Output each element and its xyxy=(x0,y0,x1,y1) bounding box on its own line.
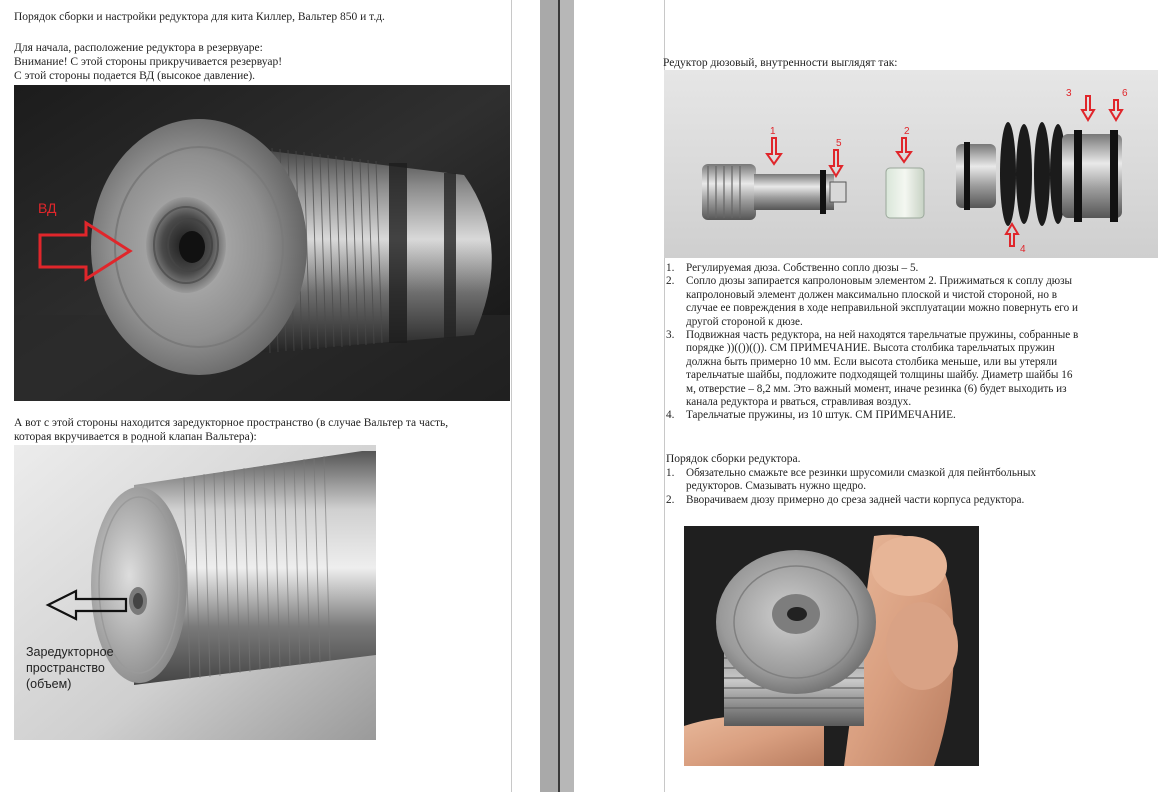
right-page xyxy=(574,0,1169,792)
assembly-list xyxy=(666,467,1166,507)
document-title: Порядок сборки и настройки редуктора для кита Киллер, Вальтер 850 и т.д. xyxy=(14,11,385,23)
part-label: 4 xyxy=(1020,244,1026,255)
photo2-caption-1: Заредукторное xyxy=(26,645,114,659)
reducer-end-photo xyxy=(14,85,510,401)
list-item: 2. Сопло дюзы запирается капролоновым элементом 2. Прижиматься к соплу дюзы капролоновый элемент должен максимально плоской и чистой стороной, но в случае ее повреждения в ходе неправильной эксплуатации можно повернуть его и другой стороной к дюзе. xyxy=(666,275,1078,328)
part-label: 5 xyxy=(836,138,842,149)
intro-line-2: Внимание! С этой стороны прикручивается резервуар! xyxy=(14,56,283,68)
parts-list xyxy=(666,262,1166,423)
photo2-caption-2: пространство xyxy=(26,661,105,675)
assembly-heading: Порядок сборки редуктора. xyxy=(666,453,801,465)
para-2-line-1: А вот с этой стороны находится заредукторное пространство (в случае Вальтер та часть, xyxy=(14,417,449,429)
list-item: 1. Регулируемая дюза. Собственно сопло дюзы – 5. xyxy=(666,262,919,274)
part-label: 3 xyxy=(1066,88,1072,99)
part-label: 1 xyxy=(770,126,776,137)
list-item: 2. Вворачиваем дюзу примерно до среза задней части корпуса редуктора. xyxy=(666,493,1025,506)
part-label: 2 xyxy=(904,126,910,137)
para-2-line-2: которая вкручивается в родной клапан Вальтера): xyxy=(14,431,257,443)
page-edge xyxy=(511,0,512,792)
intro-line-1: Для начала, расположение редуктора в резервуаре: xyxy=(14,42,263,54)
parts-photo xyxy=(664,70,1158,258)
right-heading: Редуктор дюзовый, внутренности выглядят так: xyxy=(663,57,898,69)
page-gap xyxy=(540,0,560,792)
part-label: 6 xyxy=(1122,88,1128,99)
page-gap xyxy=(560,0,574,792)
list-item: 4. Тарельчатые пружины, из 10 штук. СМ ПРИМЕЧАНИЕ. xyxy=(666,409,956,422)
intro-line-3: С этой стороны подается ВД (высокое давление). xyxy=(14,70,256,82)
nozzle-in-hand-photo xyxy=(684,526,979,766)
left-page xyxy=(0,0,540,792)
list-item: 1. Обязательно смажьте все резинки шрусомили смазкой для пейнтбольных редукторов. Смазывать нужно щедро. xyxy=(666,467,1037,493)
list-item: 3. Подвижная часть редуктора, на ней находятся тарельчатые пружины, собранные в порядке ))(())(()). СМ ПРИМЕЧАНИЕ. Высота столбика тарельчатых пружин должна быть примерно 10 мм. Если высота столбика меньше, или вы утеряли тарельчатые шайбы, подложите подходящей толщины шайбу. Диаметр шайбы 16 м, отверстие – 8,2 мм. Это важный момент, иначе резинка (6) будет выходить из канала редуктора и рваться, стравливая воздух. xyxy=(666,329,1079,409)
photo1-label: ВД xyxy=(38,200,57,216)
reducer-side-photo xyxy=(14,445,376,740)
photo2-caption-3: (объем) xyxy=(26,677,72,691)
